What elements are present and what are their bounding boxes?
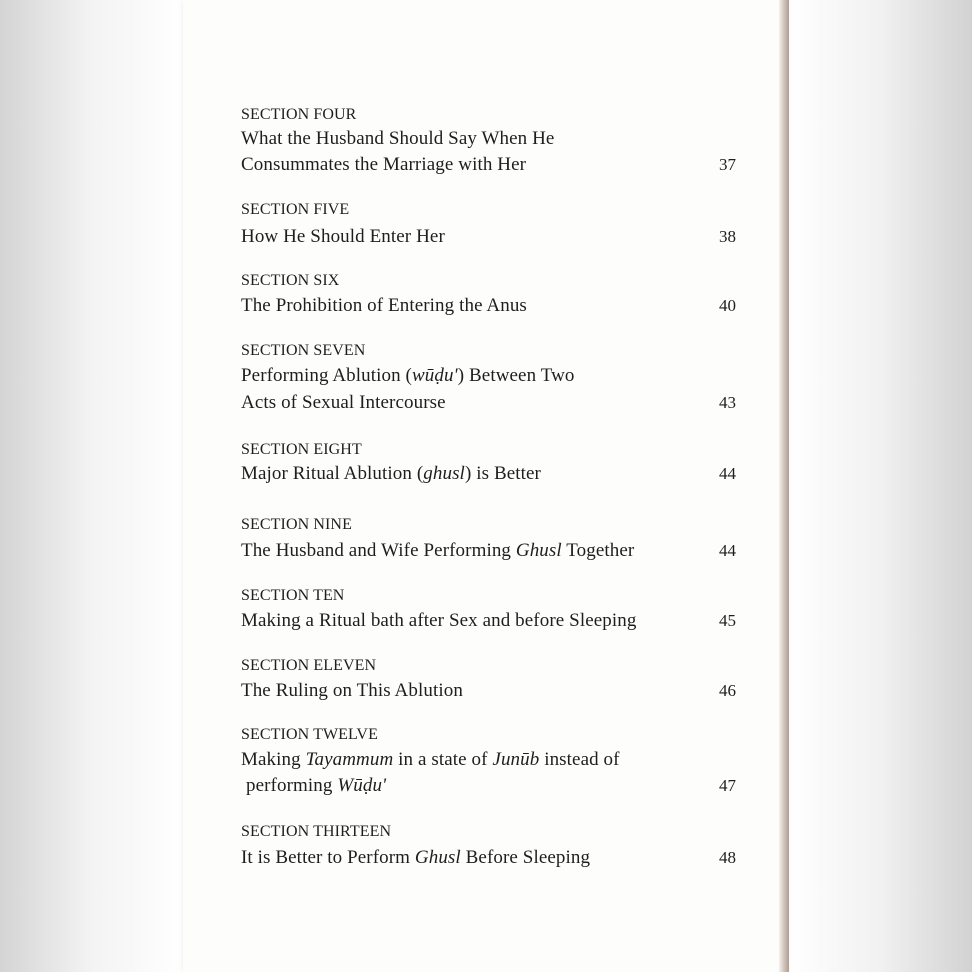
entry-title-line-1 xyxy=(241,749,620,771)
title-italic-term: Ghusl xyxy=(414,847,461,868)
section-label: SECTION TEN xyxy=(241,587,345,604)
toc-entry-section-nine xyxy=(241,516,736,564)
title-text: ) is Better xyxy=(464,463,541,484)
page-number: 37 xyxy=(719,155,736,174)
title-text: The Husband and Wife Performing xyxy=(241,540,516,561)
page-number: 38 xyxy=(719,227,736,246)
section-label: SECTION THIRTEEN xyxy=(241,823,392,840)
entry-title-line-1 xyxy=(241,365,575,387)
title-italic-term: ghusl xyxy=(423,463,465,484)
section-label: SECTION TWELVE xyxy=(241,726,378,743)
title-italic-term: Wūḍu' xyxy=(337,775,387,796)
page-number: 43 xyxy=(719,393,736,412)
toc-entry-section-six xyxy=(241,272,736,320)
toc-entry-section-four xyxy=(241,106,736,178)
page-number: 40 xyxy=(719,296,736,315)
title-italic-term: Tayammum xyxy=(305,749,394,770)
title-italic-term: Junūb xyxy=(492,749,540,770)
entry-title-line-1: What the Husband Should Say When He xyxy=(241,128,555,149)
title-text: performing xyxy=(246,775,338,796)
entry-title-line-1 xyxy=(241,847,590,869)
entry-title-line-2: Consummates the Marriage with Her xyxy=(241,154,527,175)
toc-entry-section-twelve xyxy=(241,726,736,801)
page-edge xyxy=(779,0,789,972)
toc-entry-section-eight xyxy=(241,441,736,489)
title-text: Performing Ablution ( xyxy=(241,365,412,386)
entry-title-line-1: Making a Ritual bath after Sex and before Sleeping xyxy=(241,610,637,631)
section-label: SECTION SEVEN xyxy=(241,342,366,359)
entry-title-line-1: How He Should Enter Her xyxy=(241,226,445,247)
section-label: SECTION EIGHT xyxy=(241,441,362,458)
entry-title-line-1: The Prohibition of Entering the Anus xyxy=(241,295,527,316)
section-label: SECTION FIVE xyxy=(241,201,350,218)
title-text: Making xyxy=(241,749,306,770)
section-label: SECTION FOUR xyxy=(241,106,357,123)
page-number: 45 xyxy=(719,611,736,630)
entry-title-line-1 xyxy=(241,540,634,562)
page-number: 47 xyxy=(719,776,736,795)
entry-title-line-2 xyxy=(246,775,386,797)
title-italic-term: Ghusl xyxy=(515,540,562,561)
title-text: ) Between Two xyxy=(457,365,575,386)
title-text: in a state of xyxy=(393,749,493,770)
toc-entry-section-ten xyxy=(241,587,736,635)
toc-entry-section-seven xyxy=(241,342,736,417)
toc-entry-section-five xyxy=(241,201,736,249)
title-text: Major Ritual Ablution ( xyxy=(241,463,424,484)
title-italic-term: wūḍu' xyxy=(411,365,458,386)
toc-entry-section-thirteen xyxy=(241,823,736,871)
page-number: 44 xyxy=(719,464,736,483)
entry-title-line-1: The Ruling on This Ablution xyxy=(241,680,463,701)
section-label: SECTION ELEVEN xyxy=(241,657,377,674)
page-number: 44 xyxy=(719,541,736,560)
page-number: 48 xyxy=(719,848,736,867)
entry-title-line-1 xyxy=(241,463,541,485)
title-text: instead of xyxy=(539,749,620,770)
toc-entry-section-eleven xyxy=(241,657,736,705)
section-label: SECTION NINE xyxy=(241,516,352,533)
page-number: 46 xyxy=(719,681,736,700)
section-label: SECTION SIX xyxy=(241,272,340,289)
entry-title-line-2: Acts of Sexual Intercourse xyxy=(241,392,446,413)
title-text: Together xyxy=(561,540,635,561)
title-text: It is Better to Perform xyxy=(241,847,415,868)
title-text: Before Sleeping xyxy=(460,847,591,868)
